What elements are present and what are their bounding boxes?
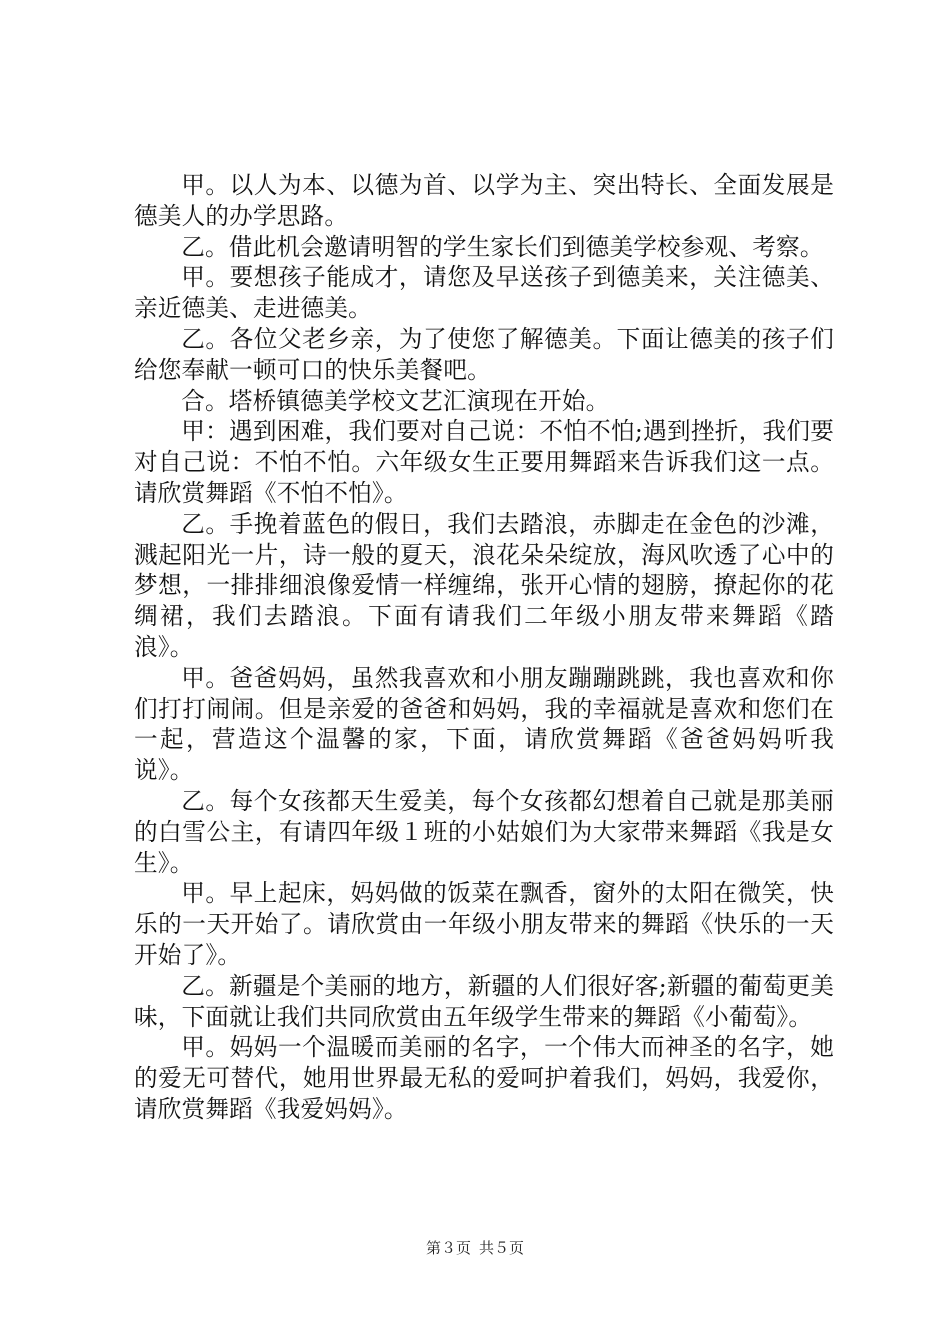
paragraph-6: 甲：遇到困难，我们要对自己说：不怕不怕;遇到挫折，我们要对自己说：不怕不怕。六年级女生正要用舞蹈来告诉我们这一点。请欣赏舞蹈《不怕不怕》。 bbox=[134, 417, 834, 507]
paragraph-7: 乙。手挽着蓝色的假日，我们去踏浪，赤脚走在金色的沙滩，溅起阳光一片，诗一般的夏天，浪花朵朵绽放，海风吹透了心中的梦想，一排排细浪像爱情一样缠绵，张开心情的翅膀，撩起你的花绸裙，我们去踏浪。下面有请我们二年级小朋友带来舞蹈《踏浪》。 bbox=[134, 509, 834, 661]
paragraph-12: 甲。妈妈一个温暖而美丽的名字，一个伟大而神圣的名字，她的爱无可替代，她用世界最无私的爱呵护着我们，妈妈，我爱你，请欣赏舞蹈《我爱妈妈》。 bbox=[134, 1033, 834, 1123]
document-body bbox=[134, 170, 834, 1125]
paragraph-10: 甲。早上起床，妈妈做的饭菜在飘香，窗外的太阳在微笑，快乐的一天开始了。请欣赏由一年级小朋友带来的舞蹈《快乐的一天开始了》。 bbox=[134, 879, 834, 969]
paragraph-3: 甲。要想孩子能成才，请您及早送孩子到德美来，关注德美、亲近德美、走进德美。 bbox=[134, 263, 834, 323]
page-number: 第３页 bbox=[425, 1239, 471, 1257]
page-total: 共５页 bbox=[479, 1239, 525, 1257]
paragraph-1: 甲。以人为本、以德为首、以学为主、突出特长、全面发展是德美人的办学思路。 bbox=[134, 171, 834, 230]
paragraph-9: 乙。每个女孩都天生爱美，每个女孩都幻想着自己就是那美丽的白雪公主，有请四年级１班的小姑娘们为大家带来舞蹈《我是女生》。 bbox=[134, 786, 834, 877]
paragraph-11: 乙。新疆是个美丽的地方，新疆的人们很好客;新疆的葡萄更美味，下面就让我们共同欣赏由五年级学生带来的舞蹈《小葡萄》。 bbox=[134, 971, 834, 1031]
page-footer bbox=[0, 1238, 950, 1258]
paragraph-8: 甲。爸爸妈妈，虽然我喜欢和小朋友蹦蹦跳跳，我也喜欢和你们打打闹闹。但是亲爱的爸爸和妈妈，我的幸福就是喜欢和您们在一起，营造这个温馨的家，下面，请欣赏舞蹈《爸爸妈妈听我说》。 bbox=[134, 663, 834, 785]
paragraph-5: 合。塔桥镇德美学校文艺汇演现在开始。 bbox=[181, 386, 610, 415]
paragraph-2: 乙。借此机会邀请明智的学生家长们到德美学校参观、考察。 bbox=[181, 232, 824, 261]
paragraph-4: 乙。各位父老乡亲，为了使您了解德美。下面让德美的孩子们给您奉献一顿可口的快乐美餐吧。 bbox=[134, 324, 834, 384]
